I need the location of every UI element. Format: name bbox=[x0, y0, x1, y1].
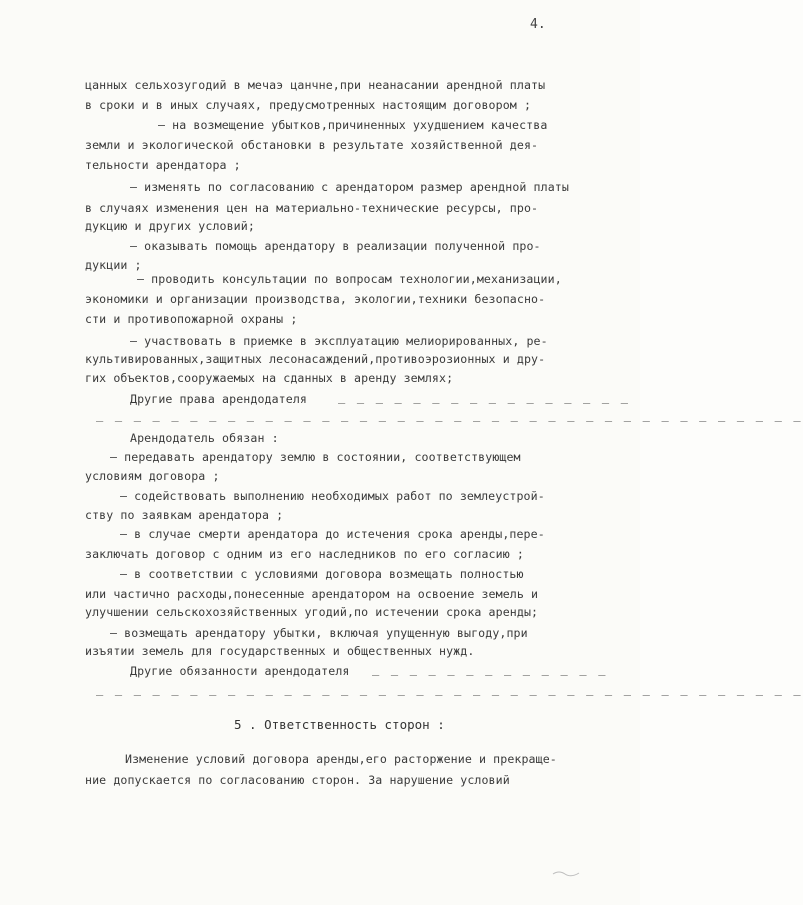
text-line: – изменять по согласованию с арендатором размер арендной платы bbox=[130, 180, 569, 194]
text-line: – участвовать в приемке в эксплуатацию мелиорированных, ре- bbox=[130, 334, 548, 348]
blank-fill-line: _ _ _ _ _ _ _ _ _ _ _ _ _ _ _ _ _ _ _ _ _ _ _ _ _ _ _ _ _ _ _ _ _ _ _ _ _ _ bbox=[96, 682, 803, 696]
text-line: дукции ; bbox=[85, 258, 142, 272]
section-heading: 5 . Ответственность сторон : bbox=[234, 717, 445, 732]
text-line: – оказывать помощь арендатору в реализации полученной про- bbox=[130, 239, 541, 253]
blank-fill-line: _ _ _ _ _ _ _ _ _ _ _ _ _ _ _ _ _ _ _ _ _ _ _ _ _ _ _ _ _ _ _ _ _ _ _ _ _ _ bbox=[96, 408, 803, 422]
text-line: дукцию и других условий; bbox=[85, 219, 255, 233]
text-line: Другие права арендодателя bbox=[130, 392, 308, 406]
text-line: – возмещать арендатору убытки, включая упущенную выгоду,при bbox=[110, 626, 528, 640]
blank-fill-line: _ _ _ _ _ _ _ _ _ _ _ _ _ _ _ _ bbox=[338, 390, 631, 404]
text-line: гих объектов,сооружаемых на сданных в аренду землях; bbox=[85, 371, 454, 385]
text-line: – содействовать выполнению необходимых работ по землеустрой- bbox=[120, 489, 545, 503]
text-line: – передавать арендатору землю в состоянии, соответствующем bbox=[110, 450, 521, 464]
text-line: Арендодатель обязан : bbox=[130, 431, 279, 445]
text-line: – на возмещение убытков,причиненных ухудшением качества bbox=[158, 118, 548, 132]
text-line: Другие обязанности арендодателя bbox=[130, 664, 350, 678]
blank-fill-line: _ _ _ _ _ _ _ _ _ _ _ _ _ bbox=[372, 662, 608, 676]
text-line: изъятии земель для государственных и общественных нужд. bbox=[85, 644, 475, 658]
text-line: Изменение условий договора аренды,его расторжение и прекраще- bbox=[125, 752, 557, 766]
text-line: земли и экологической обстановки в результате хозяйственной дея- bbox=[85, 138, 539, 152]
scan-smudge bbox=[552, 868, 580, 878]
text-line: экономики и организации производства, экологии,техники безопасно- bbox=[85, 292, 546, 306]
text-line: – проводить консультации по вопросам технологии,механизации, bbox=[137, 272, 562, 286]
text-line: заключать договор с одним из его наследников по его согласию ; bbox=[85, 547, 524, 561]
text-line: – в соответствии с условиями договора возмещать полностью bbox=[120, 567, 524, 581]
text-line: улучшении сельскохозяйственных угодий,по истечении срока аренды; bbox=[85, 605, 539, 619]
text-line: в случаях изменения цен на материально-технические ресурсы, про- bbox=[85, 201, 539, 215]
text-line: – в случае смерти арендатора до истечения срока аренды,пере- bbox=[120, 527, 545, 541]
text-line: цанных сельхозугодий в мечаэ цанчне,при неанасании арендной платы bbox=[85, 78, 546, 92]
text-line: культивированных,защитных лесонасаждений,противоэрозионных и дру- bbox=[85, 352, 546, 366]
text-line: в сроки и в иных случаях, предусмотренных настоящим договором ; bbox=[85, 98, 532, 112]
text-line: тельности арендатора ; bbox=[85, 158, 241, 172]
text-line: ние допускается по согласованию сторон. За нарушение условий bbox=[85, 773, 510, 787]
text-line: или частично расходы,понесенные арендатором на освоение земель и bbox=[85, 587, 539, 601]
text-line: сти и противопожарной охраны ; bbox=[85, 312, 298, 326]
text-line: ству по заявкам арендатора ; bbox=[85, 508, 284, 522]
page-number: 4. bbox=[530, 17, 546, 32]
text-line: условиям договора ; bbox=[85, 469, 220, 483]
